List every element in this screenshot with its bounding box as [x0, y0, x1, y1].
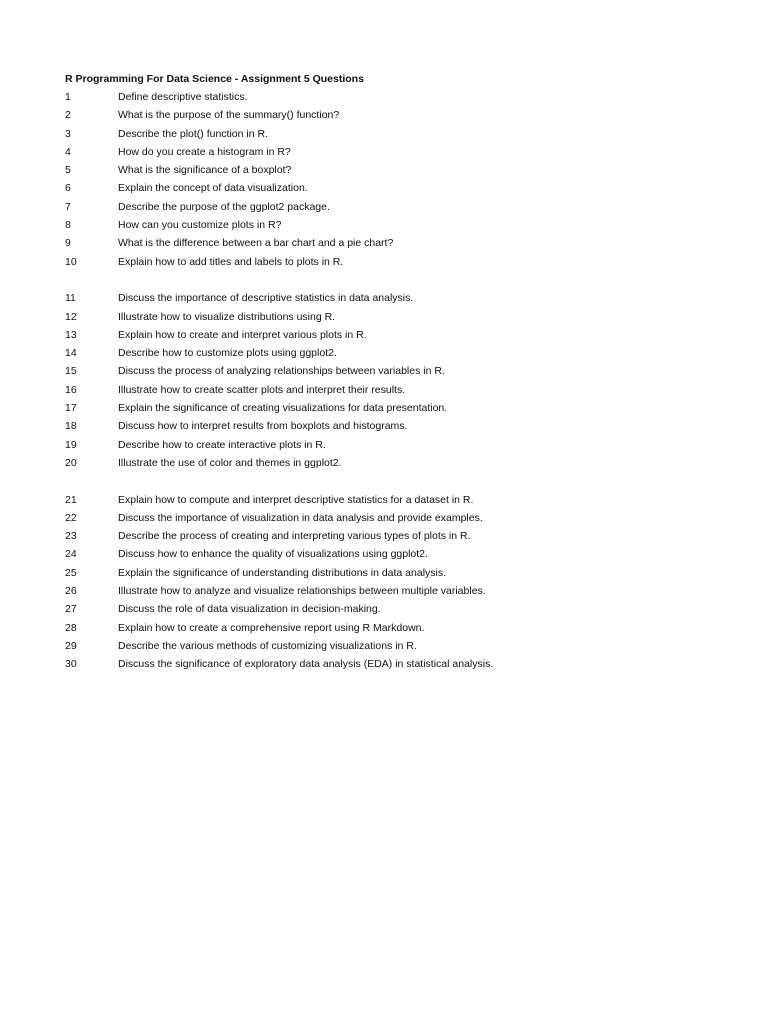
question-number: 6 [65, 182, 71, 195]
question-number: 15 [65, 365, 77, 378]
question-number: 8 [65, 219, 71, 232]
question-number: 28 [65, 621, 77, 634]
question-number: 10 [65, 255, 77, 268]
question-number: 14 [65, 347, 77, 360]
question-text: What is the difference between a bar chart and a pie chart? [118, 237, 394, 250]
question-text: Explain the concept of data visualization. [118, 182, 308, 195]
question-text: Discuss the importance of visualization in data analysis and provide examples. [118, 511, 483, 524]
question-number: 2 [65, 109, 71, 122]
question-number: 5 [65, 164, 71, 177]
question-text: Discuss the significance of exploratory data analysis (EDA) in statistical analysis. [118, 658, 494, 671]
question-text: Describe the plot() function in R. [118, 127, 268, 140]
question-number: 20 [65, 456, 77, 469]
question-text: Illustrate how to analyze and visualize relationships between multiple variables. [118, 585, 486, 598]
question-number: 23 [65, 530, 77, 543]
question-number: 12 [65, 310, 77, 323]
question-text: How do you create a histogram in R? [118, 145, 291, 158]
question-number: 29 [65, 639, 77, 652]
question-number: 18 [65, 420, 77, 433]
question-number: 9 [65, 237, 71, 250]
question-number: 25 [65, 566, 77, 579]
question-text: What is the significance of a boxplot? [118, 164, 292, 177]
question-number: 26 [65, 585, 77, 598]
question-number: 27 [65, 603, 77, 616]
question-text: Describe the purpose of the ggplot2 package. [118, 200, 330, 213]
question-text: Discuss the process of analyzing relationships between variables in R. [118, 365, 445, 378]
question-number: 13 [65, 328, 77, 341]
question-text: Discuss the importance of descriptive statistics in data analysis. [118, 292, 414, 305]
question-number: 19 [65, 438, 77, 451]
question-text: How can you customize plots in R? [118, 219, 282, 232]
question-number: 4 [65, 145, 71, 158]
question-text: Explain how to create and interpret various plots in R. [118, 328, 367, 341]
question-number: 24 [65, 548, 77, 561]
question-text: Describe the process of creating and interpreting various types of plots in R. [118, 530, 471, 543]
question-text: Discuss how to enhance the quality of visualizations using ggplot2. [118, 548, 428, 561]
question-text: Explain the significance of creating visualizations for data presentation. [118, 402, 448, 415]
question-text: Explain the significance of understanding distributions in data analysis. [118, 566, 447, 579]
question-text: Explain how to add titles and labels to plots in R. [118, 255, 344, 268]
question-number: 16 [65, 383, 77, 396]
question-text: Discuss the role of data visualization in decision-making. [118, 603, 381, 616]
question-text: Illustrate how to create scatter plots and interpret their results. [118, 383, 406, 396]
question-text: Describe the various methods of customizing visualizations in R. [118, 639, 417, 652]
question-text: Illustrate how to visualize distributions using R. [118, 310, 336, 323]
question-number: 1 [65, 91, 71, 103]
question-number: 17 [65, 402, 77, 415]
question-text: Describe how to customize plots using ggplot2. [118, 347, 337, 360]
question-text: Illustrate the use of color and themes in ggplot2. [118, 456, 342, 469]
question-number: 30 [65, 658, 77, 671]
question-text: Discuss how to interpret results from boxplots and histograms. [118, 420, 408, 433]
question-text: Define descriptive statistics. [118, 91, 248, 103]
question-number: 3 [65, 127, 71, 140]
question-text: Explain how to create a comprehensive report using R Markdown. [118, 621, 425, 634]
document-title: R Programming For Data Science - Assignment 5 Questions [65, 73, 364, 85]
question-text: What is the purpose of the summary() function? [118, 109, 340, 122]
question-text: Describe how to create interactive plots in R. [118, 438, 326, 451]
question-text: Explain how to compute and interpret descriptive statistics for a dataset in R. [118, 493, 474, 506]
question-number: 7 [65, 200, 71, 213]
question-number: 22 [65, 511, 77, 524]
question-number: 21 [65, 493, 77, 506]
question-number: 11 [65, 292, 76, 305]
